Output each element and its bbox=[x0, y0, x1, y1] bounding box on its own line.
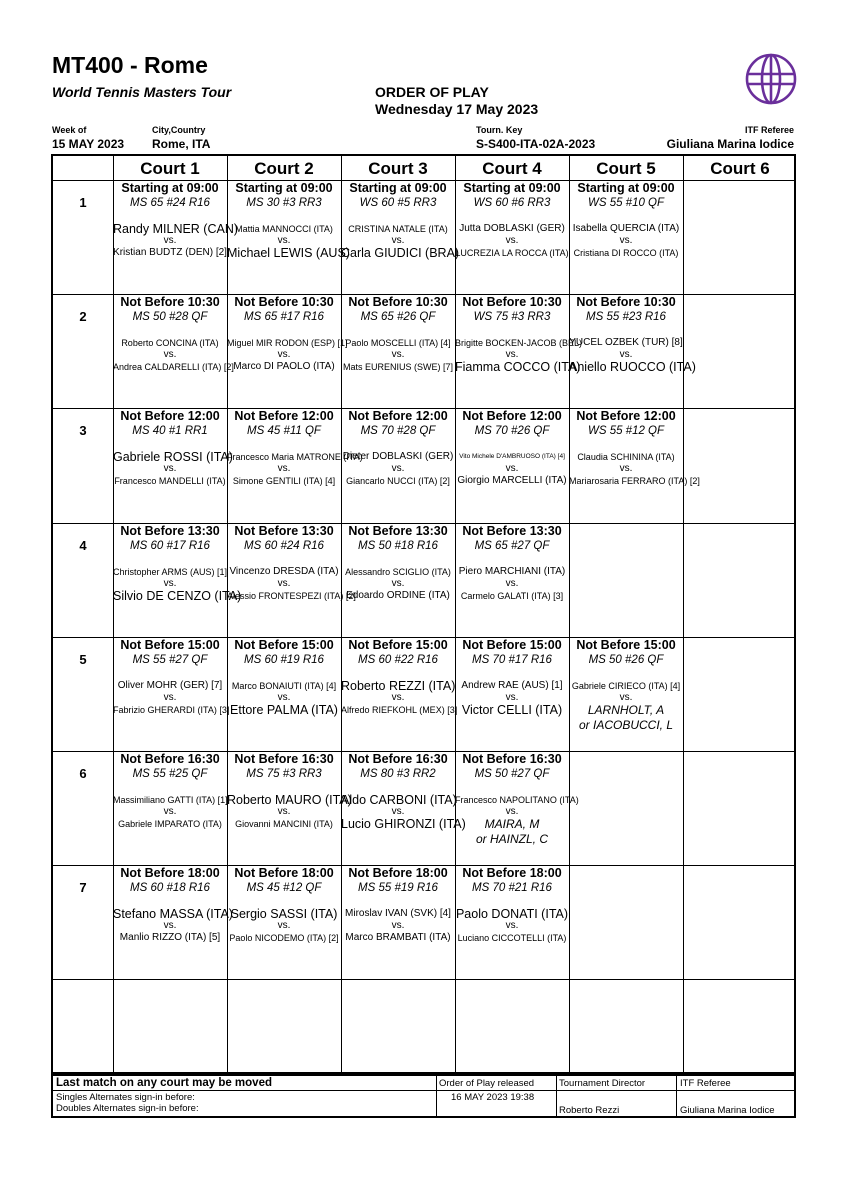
week-value: 15 MAY 2023 bbox=[52, 137, 125, 151]
player-two: Alfredo RIEFKOHL (MEX) [3] bbox=[341, 704, 458, 715]
vs-label: vs. bbox=[163, 920, 177, 932]
player-two: Alessio FRONTESPEZI (ITA) [2] bbox=[227, 590, 356, 601]
vs-label: vs. bbox=[391, 463, 405, 475]
match-cell bbox=[227, 752, 352, 831]
player-two: Giorgio MARCELLI (ITA) bbox=[457, 475, 567, 487]
vs-label: vs. bbox=[505, 577, 519, 589]
player-one: YUCEL OZBEK (TUR) [8] bbox=[569, 337, 683, 349]
order-of-play-heading bbox=[375, 84, 538, 118]
player-one: Miroslav IVAN (SVK) [4] bbox=[345, 908, 451, 920]
match-time: Not Before 12:00 bbox=[462, 409, 562, 424]
court-header-5: Court 5 bbox=[596, 159, 656, 178]
row-divider bbox=[53, 979, 794, 980]
match-time: Not Before 16:30 bbox=[462, 752, 562, 766]
match-time: Not Before 16:30 bbox=[348, 752, 448, 766]
match-time: Not Before 10:30 bbox=[462, 295, 562, 310]
match-time: Not Before 18:00 bbox=[120, 866, 220, 881]
match-event: MS 55 #27 QF bbox=[132, 653, 208, 666]
row-number: 6 bbox=[79, 766, 87, 781]
match-time: Not Before 15:00 bbox=[462, 637, 562, 652]
match-event: MS 45 #12 QF bbox=[246, 882, 322, 895]
player-two: Kristian BUDTZ (DEN) [2] bbox=[113, 247, 227, 258]
vs-label: vs. bbox=[505, 691, 519, 703]
order-title: ORDER OF PLAY bbox=[375, 84, 489, 100]
player-two: Giancarlo NUCCI (ITA) [2] bbox=[346, 476, 450, 487]
match-cell bbox=[569, 638, 683, 733]
match-time: Not Before 10:30 bbox=[234, 295, 334, 310]
vs-label: vs. bbox=[391, 691, 405, 703]
player-two: Francesco MANDELLI (ITA) bbox=[114, 476, 226, 487]
vs-label: vs. bbox=[619, 235, 633, 246]
match-time: Not Before 13:30 bbox=[462, 523, 562, 538]
match-cell bbox=[569, 409, 700, 488]
match-event: WS 55 #10 QF bbox=[587, 197, 665, 209]
vs-label: vs. bbox=[277, 806, 291, 817]
player-one: Isabella QUERCIA (ITA) bbox=[572, 223, 680, 234]
player-one: Gabriele CIRIECO (ITA) [4] bbox=[571, 680, 681, 691]
player-one: Paolo DONATI (ITA) bbox=[455, 907, 569, 922]
match-cell bbox=[341, 752, 466, 831]
match-cell bbox=[341, 181, 460, 260]
match-time: Not Before 16:30 bbox=[120, 752, 220, 766]
match-time: Not Before 18:00 bbox=[462, 866, 562, 881]
player-one: Jutta DOBLASKI (GER) bbox=[459, 223, 565, 234]
order-of-play-grid bbox=[51, 154, 796, 1074]
match-time: Not Before 13:30 bbox=[234, 523, 334, 538]
player-one: Roberto MAURO (ITA) bbox=[227, 793, 352, 807]
pending-player-two: or HAINZL, C bbox=[475, 832, 548, 846]
match-event: MS 50 #28 QF bbox=[132, 311, 208, 324]
match-event: MS 65 #27 QF bbox=[474, 539, 550, 552]
match-event: MS 65 #17 R16 bbox=[244, 311, 324, 324]
player-two: Fiamma COCCO (ITA) bbox=[455, 360, 581, 375]
pending-player-one: MAIRA, M bbox=[484, 817, 540, 831]
match-cell bbox=[227, 409, 363, 488]
match-event: MS 70 #26 QF bbox=[474, 425, 550, 438]
match-event: MS 80 #3 RR2 bbox=[360, 768, 436, 780]
match-cell bbox=[455, 638, 569, 717]
match-event: MS 50 #26 QF bbox=[588, 653, 664, 666]
match-cell bbox=[341, 409, 455, 488]
vs-label: vs. bbox=[277, 349, 291, 361]
vs-label: vs. bbox=[505, 349, 519, 361]
match-cell bbox=[455, 409, 569, 488]
player-two: Mariarosaria FERRARO (ITA) [2] bbox=[569, 476, 700, 487]
match-event: WS 55 #12 QF bbox=[587, 425, 665, 438]
match-time: Not Before 15:00 bbox=[120, 637, 220, 652]
match-event: MS 55 #23 R16 bbox=[586, 311, 666, 324]
player-two: Michael LEWIS (AUS) bbox=[227, 246, 350, 260]
match-event: MS 60 #18 R16 bbox=[130, 882, 210, 895]
player-two: Marco BRAMBATI (ITA) bbox=[345, 932, 451, 944]
globe-logo-icon bbox=[744, 52, 798, 106]
vs-label: vs. bbox=[505, 806, 519, 817]
player-one: Vito Michele D'AMBRUOSO (ITA) [4] bbox=[459, 453, 565, 461]
vs-label: vs. bbox=[505, 235, 519, 246]
director-label: Tournament Director bbox=[559, 1078, 646, 1089]
court-header-1: Court 1 bbox=[140, 159, 200, 178]
row-number: 3 bbox=[79, 423, 87, 439]
player-one: Brigitte BOCKEN-JACOB (BEL) bbox=[455, 338, 583, 349]
player-two: Silvio DE CENZO (ITA) bbox=[113, 588, 242, 603]
match-time: Starting at 09:00 bbox=[577, 181, 675, 195]
row-number: 1 bbox=[79, 195, 87, 210]
match-event: WS 75 #3 RR3 bbox=[473, 311, 551, 324]
player-two: Paolo NICODEMO (ITA) [2] bbox=[229, 933, 339, 944]
player-two: Aniello RUOCCO (ITA) bbox=[569, 360, 696, 375]
match-event: MS 45 #11 QF bbox=[247, 425, 321, 438]
match-time: Not Before 18:00 bbox=[348, 866, 448, 881]
player-one: CRISTINA NATALE (ITA) bbox=[348, 224, 448, 234]
match-event: MS 55 #19 R16 bbox=[358, 882, 438, 895]
player-two: Edoardo ORDINE (ITA) bbox=[346, 589, 450, 601]
player-two: Carmelo GALATI (ITA) [3] bbox=[460, 590, 564, 601]
player-one: Roberto CONCINA (ITA) bbox=[121, 338, 219, 349]
match-event: MS 65 #24 R16 bbox=[130, 197, 210, 209]
last-match-note: Last match on any court may be moved bbox=[56, 1077, 273, 1089]
match-cell bbox=[455, 181, 569, 260]
player-two: Mats EURENIUS (SWE) [7] bbox=[342, 362, 453, 373]
court-header-2: Court 2 bbox=[254, 159, 314, 178]
match-cell bbox=[341, 295, 455, 374]
match-cell bbox=[113, 409, 233, 488]
released-value: 16 MAY 2023 19:38 bbox=[451, 1092, 535, 1103]
match-cell bbox=[227, 638, 341, 717]
vs-label: vs. bbox=[391, 920, 405, 932]
match-time: Starting at 09:00 bbox=[463, 181, 561, 195]
match-time: Not Before 13:30 bbox=[120, 523, 220, 538]
player-two: LUCREZIA LA ROCCA (ITA) bbox=[455, 248, 569, 258]
player-one: Paolo MOSCELLI (ITA) [4] bbox=[345, 338, 451, 349]
player-two: Luciano CICCOTELLI (ITA) bbox=[457, 933, 567, 944]
vs-label: vs. bbox=[277, 235, 291, 246]
week-label: Week of bbox=[52, 125, 87, 135]
match-cell bbox=[455, 866, 569, 945]
match-time: Not Before 10:30 bbox=[120, 295, 220, 310]
vs-label: vs. bbox=[277, 577, 291, 589]
court-header-4: Court 4 bbox=[482, 159, 542, 178]
row-number: 5 bbox=[79, 651, 87, 667]
pending-player-two: or IACOBUCCI, L bbox=[578, 717, 674, 732]
match-event: MS 55 #25 QF bbox=[132, 768, 208, 780]
player-one: Francesco NAPOLITANO (ITA) bbox=[455, 795, 579, 805]
player-two: Marco DI PAOLO (ITA) bbox=[233, 361, 335, 373]
match-cell bbox=[341, 637, 458, 717]
match-cell bbox=[227, 181, 350, 260]
player-two: Simone GENTILI (ITA) [4] bbox=[232, 476, 336, 487]
referee-label: ITF Referee bbox=[744, 125, 794, 135]
player-one: Mattia MANNOCCI (ITA) bbox=[235, 224, 333, 234]
match-cell bbox=[341, 524, 455, 603]
match-time: Starting at 09:00 bbox=[235, 181, 333, 195]
match-time: Not Before 16:30 bbox=[234, 752, 334, 766]
match-time: Not Before 15:00 bbox=[576, 637, 676, 652]
player-two: Victor CELLI (ITA) bbox=[461, 702, 563, 717]
match-cell bbox=[341, 866, 455, 945]
match-cell bbox=[455, 752, 579, 847]
vs-label: vs. bbox=[163, 349, 177, 361]
match-cell bbox=[113, 866, 233, 945]
player-one: Dieter DOBLASKI (GER) bbox=[342, 451, 454, 463]
court-header-6: Court 6 bbox=[710, 159, 770, 178]
player-two: Gabriele IMPARATO (ITA) bbox=[118, 819, 222, 829]
vs-label: vs. bbox=[163, 806, 177, 817]
vs-label: vs. bbox=[505, 463, 519, 475]
pending-player-one: LARNHOLT, A bbox=[587, 702, 665, 717]
vs-label: vs. bbox=[277, 463, 291, 475]
tournament-title: MT400 - Rome bbox=[52, 52, 208, 78]
court-header-3: Court 3 bbox=[368, 159, 428, 178]
match-time: Not Before 13:30 bbox=[348, 523, 448, 538]
match-event: MS 40 #1 RR1 bbox=[132, 425, 208, 438]
singles-alternates: Singles Alternates sign-in before: bbox=[56, 1092, 195, 1103]
match-event: MS 50 #18 R16 bbox=[358, 539, 438, 552]
footer-referee-label: ITF Referee bbox=[680, 1078, 731, 1089]
vs-label: vs. bbox=[163, 235, 177, 246]
player-one: Gabriele ROSSI (ITA) bbox=[113, 450, 233, 465]
match-cell bbox=[227, 295, 348, 374]
vs-label: vs. bbox=[277, 691, 291, 703]
match-cell bbox=[227, 866, 341, 945]
vs-label: vs. bbox=[619, 691, 633, 703]
player-one: Stefano MASSA (ITA) bbox=[113, 907, 233, 922]
match-time: Starting at 09:00 bbox=[349, 181, 447, 195]
player-two: Ettore PALMA (ITA) bbox=[230, 702, 338, 717]
director-value: Roberto Rezzi bbox=[559, 1105, 620, 1116]
match-time: Not Before 12:00 bbox=[348, 409, 448, 424]
match-event: MS 60 #24 R16 bbox=[244, 539, 324, 552]
match-event: MS 60 #22 R16 bbox=[358, 653, 438, 666]
player-one: Francesco Maria MATRONE (ITA) bbox=[227, 452, 363, 463]
match-time: Not Before 18:00 bbox=[234, 866, 334, 881]
match-time: Not Before 15:00 bbox=[234, 637, 334, 652]
match-cell bbox=[455, 524, 569, 603]
vs-label: vs. bbox=[619, 463, 633, 475]
vs-label: vs. bbox=[391, 806, 405, 817]
vs-label: vs. bbox=[391, 349, 405, 361]
player-one: Randy MILNER (CAN) bbox=[113, 222, 239, 236]
player-one: Piero MARCHIANI (ITA) bbox=[458, 565, 566, 577]
match-event: MS 60 #19 R16 bbox=[244, 653, 324, 666]
match-event: MS 70 #17 R16 bbox=[472, 653, 552, 666]
vs-label: vs. bbox=[163, 577, 177, 589]
doubles-alternates: Doubles Alternates sign-in before: bbox=[56, 1103, 199, 1114]
match-time: Not Before 15:00 bbox=[348, 637, 448, 652]
player-two: Carla GIUDICI (BRA) bbox=[341, 246, 460, 260]
match-cell bbox=[113, 752, 227, 831]
match-event: MS 70 #28 QF bbox=[360, 425, 436, 438]
released-label: Order of Play released bbox=[439, 1078, 535, 1089]
match-event: MS 65 #26 QF bbox=[360, 311, 436, 324]
row-number: 4 bbox=[79, 537, 87, 553]
player-two: Fabrizio GHERARDI (ITA) [3] bbox=[113, 704, 230, 715]
row-number: 7 bbox=[79, 880, 87, 896]
player-one: Oliver MOHR (GER) [7] bbox=[117, 679, 223, 691]
player-one: Vincenzo DRESDA (ITA) bbox=[229, 565, 339, 577]
player-one: Marco BONAIUTI (ITA) [4] bbox=[231, 680, 337, 691]
player-two: Giovanni MANCINI (ITA) bbox=[235, 819, 333, 829]
match-event: WS 60 #5 RR3 bbox=[359, 197, 437, 209]
match-cell bbox=[113, 295, 234, 374]
city-value: Rome, ITA bbox=[152, 137, 211, 151]
row-number: 2 bbox=[79, 309, 87, 325]
vs-label: vs. bbox=[163, 463, 177, 475]
vs-label: vs. bbox=[277, 920, 291, 932]
player-two: Andrea CALDARELLI (ITA) [2] bbox=[113, 362, 234, 373]
match-event: MS 30 #3 RR3 bbox=[246, 197, 322, 209]
player-one: Christopher ARMS (AUS) [1] bbox=[113, 566, 228, 577]
footer-table bbox=[51, 1074, 796, 1118]
player-two: Cristiana DI ROCCO (ITA) bbox=[573, 248, 679, 258]
tourn-key-value: S-S400-ITA-02A-2023 bbox=[476, 137, 596, 151]
match-event: MS 70 #21 R16 bbox=[472, 882, 552, 895]
vs-label: vs. bbox=[619, 349, 633, 361]
player-one: Roberto REZZI (ITA) bbox=[341, 678, 456, 693]
match-cell bbox=[455, 295, 583, 375]
match-time: Not Before 12:00 bbox=[120, 409, 220, 424]
match-time: Not Before 10:30 bbox=[348, 295, 448, 310]
footer-referee-value: Giuliana Marina Iodice bbox=[680, 1105, 775, 1116]
match-cell bbox=[113, 181, 239, 260]
player-one: Miguel MIR RODON (ESP) [1] bbox=[227, 338, 348, 349]
vs-label: vs. bbox=[505, 920, 519, 932]
play-date: Wednesday 17 May 2023 bbox=[375, 101, 539, 117]
vs-label: vs. bbox=[163, 691, 177, 703]
player-two: Lucio GHIRONZI (ITA) bbox=[341, 817, 466, 831]
player-one: Sergio SASSI (ITA) bbox=[230, 907, 338, 922]
match-cell bbox=[569, 181, 683, 260]
player-two: Manlio RIZZO (ITA) [5] bbox=[119, 932, 221, 944]
player-one: Claudia SCHININA (ITA) bbox=[577, 452, 675, 463]
tourn-key-label: Tourn. Key bbox=[476, 125, 523, 135]
player-one: Massimiliano GATTI (ITA) [1] bbox=[113, 795, 228, 805]
vs-label: vs. bbox=[391, 235, 405, 246]
match-cell bbox=[113, 523, 242, 603]
match-event: MS 60 #17 R16 bbox=[130, 539, 210, 552]
vs-label: vs. bbox=[391, 577, 405, 589]
match-event: MS 50 #27 QF bbox=[474, 768, 550, 780]
city-label: City,Country bbox=[152, 125, 206, 135]
player-one: Aldo CARBONI (ITA) bbox=[341, 793, 457, 807]
match-event: WS 60 #6 RR3 bbox=[473, 197, 551, 209]
tour-subtitle: World Tennis Masters Tour bbox=[52, 84, 232, 100]
match-cell bbox=[113, 637, 230, 717]
match-cell bbox=[569, 295, 696, 375]
match-time: Not Before 10:30 bbox=[576, 295, 676, 310]
match-cell bbox=[227, 523, 356, 603]
player-one: Alessandro SCIGLIO (ITA) bbox=[345, 566, 451, 577]
referee-value: Giuliana Marina Iodice bbox=[666, 137, 794, 151]
match-time: Not Before 12:00 bbox=[576, 409, 676, 424]
match-event: MS 75 #3 RR3 bbox=[246, 768, 322, 780]
match-time: Not Before 12:00 bbox=[234, 409, 334, 424]
match-time: Starting at 09:00 bbox=[121, 181, 219, 195]
player-one: Andrew RAE (AUS) [1] bbox=[461, 679, 563, 691]
